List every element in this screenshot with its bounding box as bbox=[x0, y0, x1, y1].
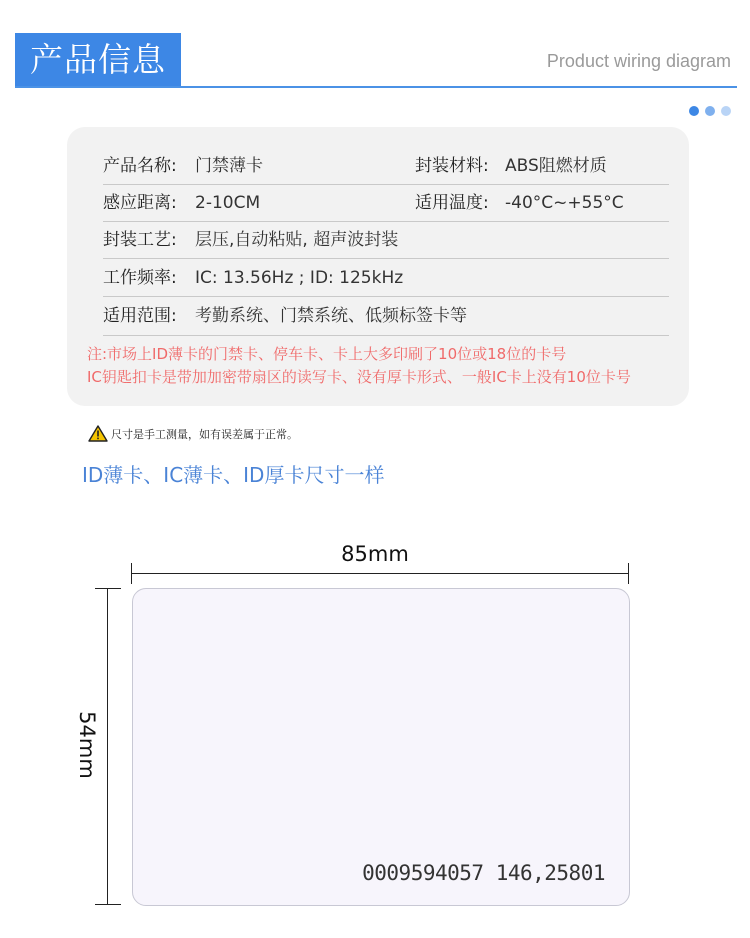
spec-value: ABS阻燃材质 bbox=[505, 156, 607, 176]
width-dimension-line bbox=[132, 573, 629, 574]
spec-label: 适用温度: bbox=[415, 193, 489, 213]
header-divider bbox=[15, 86, 737, 88]
id-card-illustration bbox=[132, 588, 630, 906]
spec-value: 考勤系统、门禁系统、低频标签卡等 bbox=[195, 306, 467, 326]
spec-label: 封装材料: bbox=[415, 156, 489, 176]
spec-label: 感应距离: bbox=[103, 193, 177, 213]
section-subtitle-en: Product wiring diagram bbox=[546, 51, 731, 71]
spec-row bbox=[103, 222, 669, 259]
width-dimension-tick-left bbox=[131, 563, 132, 584]
card-number: 0009594057 146,25801 bbox=[362, 861, 605, 885]
spec-row bbox=[103, 260, 669, 297]
dot-3 bbox=[721, 106, 731, 116]
spec-value: -40°C~+55°C bbox=[505, 193, 624, 213]
spec-note-line: IC钥匙扣卡是带加加密带扇区的读写卡、没有厚卡形式、一般IC卡上没有10位卡号 bbox=[87, 368, 631, 386]
pagination-dots bbox=[689, 106, 731, 116]
height-dimension-line bbox=[107, 589, 108, 905]
measurement-disclaimer bbox=[88, 425, 298, 442]
spec-note-line: 注:市场上ID薄卡的门禁卡、停车卡、卡上大多印刷了10位或18位的卡号 bbox=[87, 345, 567, 363]
spec-row bbox=[103, 297, 669, 336]
width-dimension-tick-right bbox=[628, 563, 629, 584]
height-dimension-tick-bottom bbox=[95, 904, 121, 905]
spec-value: 层压,自动粘贴, 超声波封装 bbox=[195, 230, 399, 250]
size-note-heading: ID薄卡、IC薄卡、ID厚卡尺寸一样 bbox=[82, 463, 385, 487]
dot-1 bbox=[689, 106, 699, 116]
section-title: 产品信息 bbox=[30, 40, 166, 79]
dot-2 bbox=[705, 106, 715, 116]
spec-label: 产品名称: bbox=[103, 156, 177, 176]
spec-value: IC: 13.56Hz ; ID: 125kHz bbox=[195, 268, 404, 288]
disclaimer-text: 尺寸是手工测量，如有误差属于正常。 bbox=[111, 427, 298, 441]
spec-label: 工作频率: bbox=[103, 268, 177, 288]
card-height-label: 54mm bbox=[75, 711, 99, 779]
spec-value: 2-10CM bbox=[195, 193, 261, 213]
spec-table bbox=[67, 127, 689, 406]
card-width-label: 85mm bbox=[341, 542, 409, 566]
spec-label: 适用范围: bbox=[103, 306, 177, 326]
spec-row bbox=[103, 148, 669, 185]
spec-label: 封装工艺: bbox=[103, 230, 177, 250]
height-dimension-tick-top bbox=[95, 588, 121, 589]
spec-value: 门禁薄卡 bbox=[195, 156, 263, 176]
spec-row bbox=[103, 185, 669, 222]
warning-triangle-icon bbox=[88, 425, 108, 442]
section-title-badge bbox=[15, 33, 181, 87]
